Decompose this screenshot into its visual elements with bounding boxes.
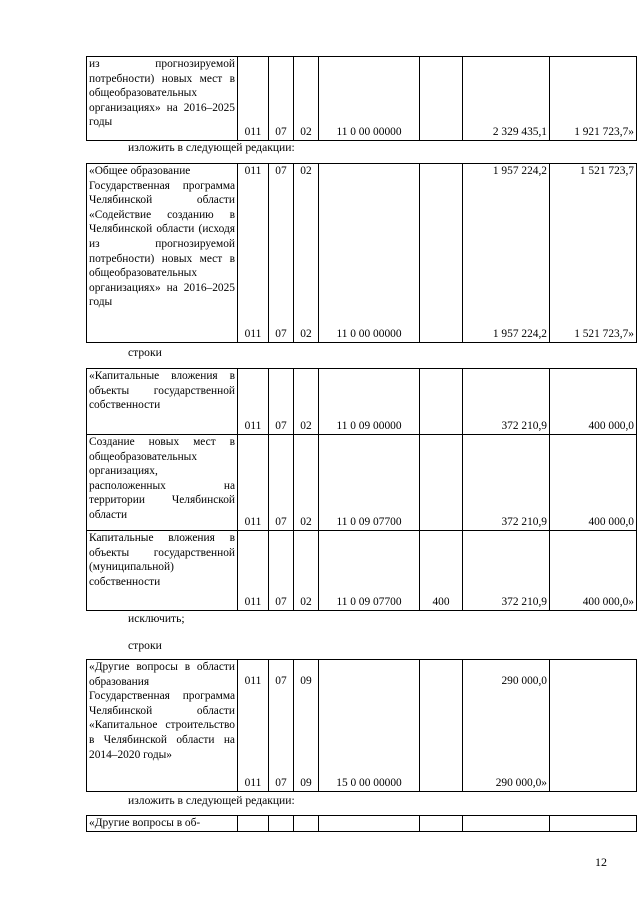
code-department-top: 011 bbox=[244, 165, 262, 177]
amount-year-1-cell bbox=[463, 660, 550, 792]
code-subsection: 02 bbox=[294, 57, 319, 141]
amount-year-1 bbox=[463, 816, 550, 832]
row-name: «Капитальные вложения в объекты государственной собственности bbox=[87, 369, 238, 435]
code-section-cell bbox=[269, 660, 294, 792]
code-section-top: 07 bbox=[275, 675, 287, 687]
code-subsection-top: 09 bbox=[300, 675, 312, 687]
code-subsection-top: 02 bbox=[300, 165, 312, 177]
budget-table-fragment-3 bbox=[86, 368, 637, 611]
page-number: 12 bbox=[595, 855, 607, 869]
budget-table-fragment-1 bbox=[86, 56, 637, 141]
row-name-program: Государственная программа Челябинской области «Содействие созданию в Челябинской области (исходя из прогнозируемой потребности) новых мест в общеобразовательных организациях» на 2016–2025 годы bbox=[89, 179, 235, 309]
code-department-cell bbox=[238, 164, 269, 343]
amount-year-1: 372 210,9 bbox=[463, 435, 550, 531]
amount-year-2: 400 000,0» bbox=[550, 531, 637, 611]
table-row bbox=[87, 435, 637, 531]
code-target-article: 11 0 00 00000 bbox=[319, 57, 420, 141]
code-subsection bbox=[294, 816, 319, 832]
row-name: Создание новых мест в общеобразовательных организациях, расположенных на территории Челябинской области bbox=[87, 435, 238, 531]
amount-year-2: 1 921 723,7» bbox=[550, 57, 637, 141]
code-target-article-bottom: 15 0 00 00000 bbox=[336, 777, 402, 790]
instruction-text: изложить в следующей редакции: bbox=[128, 794, 295, 807]
code-target-article: 11 0 09 00000 bbox=[319, 369, 420, 435]
code-expense-type bbox=[420, 57, 463, 141]
code-section: 07 bbox=[269, 369, 294, 435]
amount-year-2: 400 000,0 bbox=[550, 369, 637, 435]
code-department: 011 bbox=[238, 57, 269, 141]
code-section bbox=[269, 816, 294, 832]
instruction-text: строки bbox=[128, 346, 162, 359]
code-section: 07 bbox=[269, 57, 294, 141]
code-expense-type bbox=[420, 435, 463, 531]
code-department: 011 bbox=[238, 369, 269, 435]
code-section: 07 bbox=[269, 435, 294, 531]
row-name-cell bbox=[87, 660, 238, 792]
code-section-top: 07 bbox=[275, 165, 287, 177]
code-section: 07 bbox=[269, 531, 294, 611]
code-subsection: 02 bbox=[294, 369, 319, 435]
code-subsection-bottom: 02 bbox=[300, 328, 312, 341]
code-target-article-bottom: 11 0 00 00000 bbox=[336, 328, 402, 341]
code-target-article bbox=[319, 816, 420, 832]
table-row bbox=[87, 816, 637, 832]
budget-table-fragment-2 bbox=[86, 163, 637, 343]
amount-year-1-bottom: 1 957 224,2 bbox=[492, 328, 547, 341]
code-subsection: 02 bbox=[294, 531, 319, 611]
instruction-text: исключить; bbox=[128, 612, 185, 625]
code-target-article: 11 0 09 07700 bbox=[319, 531, 420, 611]
code-target-article-cell bbox=[319, 164, 420, 343]
amount-year-1: 2 329 435,1 bbox=[463, 57, 550, 141]
row-name: из прогнозируемой потребности) новых мест в общеобразовательных организациях» на 2016–2025 годы bbox=[87, 57, 238, 141]
code-section-bottom: 07 bbox=[275, 328, 287, 341]
amount-year-1: 372 210,9 bbox=[463, 531, 550, 611]
amount-year-2 bbox=[550, 660, 637, 792]
budget-table-fragment-4 bbox=[86, 659, 637, 792]
amount-year-1-top: 1 957 224,2 bbox=[492, 165, 547, 177]
row-name-cell bbox=[87, 164, 238, 343]
row-name-program: Государственная программа Челябинской области «Капитальное строительство в Челябинской области на 2014–2020 годы» bbox=[89, 690, 235, 761]
row-name-section: «Общее образование bbox=[89, 165, 191, 177]
code-expense-type bbox=[420, 660, 463, 792]
amount-year-2: 400 000,0 bbox=[550, 435, 637, 531]
code-department: 011 bbox=[238, 435, 269, 531]
code-expense-type bbox=[420, 816, 463, 832]
code-expense-type bbox=[420, 164, 463, 343]
table-row bbox=[87, 531, 637, 611]
table-row bbox=[87, 369, 637, 435]
code-subsection-bottom: 09 bbox=[300, 777, 312, 790]
amount-year-2-top: 1 521 723,7 bbox=[579, 165, 634, 177]
code-subsection-cell bbox=[294, 660, 319, 792]
code-department-cell bbox=[238, 660, 269, 792]
amount-year-1: 372 210,9 bbox=[463, 369, 550, 435]
instruction-text: изложить в следующей редакции: bbox=[128, 141, 295, 154]
code-subsection: 02 bbox=[294, 435, 319, 531]
code-target-article: 11 0 09 07700 bbox=[319, 435, 420, 531]
code-subsection-cell bbox=[294, 164, 319, 343]
code-expense-type bbox=[420, 369, 463, 435]
budget-table-fragment-5 bbox=[86, 815, 637, 832]
amount-year-1-cell bbox=[463, 164, 550, 343]
code-department: 011 bbox=[238, 531, 269, 611]
code-department-bottom: 011 bbox=[244, 777, 262, 790]
code-section-bottom: 07 bbox=[275, 777, 287, 790]
table-row bbox=[87, 164, 637, 343]
table-row bbox=[87, 57, 637, 141]
amount-year-1-top: 290 000,0 bbox=[501, 675, 547, 687]
amount-year-2-cell bbox=[550, 164, 637, 343]
amount-year-2-bottom: 1 521 723,7» bbox=[574, 328, 634, 341]
code-expense-type: 400 bbox=[420, 531, 463, 611]
row-name: Капитальные вложения в объекты государственной (муниципальной) собственности bbox=[87, 531, 238, 611]
table-row bbox=[87, 660, 637, 792]
row-name-section: «Другие вопросы в области образования bbox=[89, 661, 235, 688]
code-section-cell bbox=[269, 164, 294, 343]
amount-year-2 bbox=[550, 816, 637, 832]
code-department-top: 011 bbox=[244, 675, 262, 687]
code-department-bottom: 011 bbox=[244, 328, 262, 341]
amount-year-1-bottom: 290 000,0» bbox=[495, 777, 547, 790]
code-department bbox=[238, 816, 269, 832]
code-target-article-cell bbox=[319, 660, 420, 792]
instruction-text: строки bbox=[128, 639, 162, 652]
row-name: «Другие вопросы в об- bbox=[87, 816, 238, 832]
